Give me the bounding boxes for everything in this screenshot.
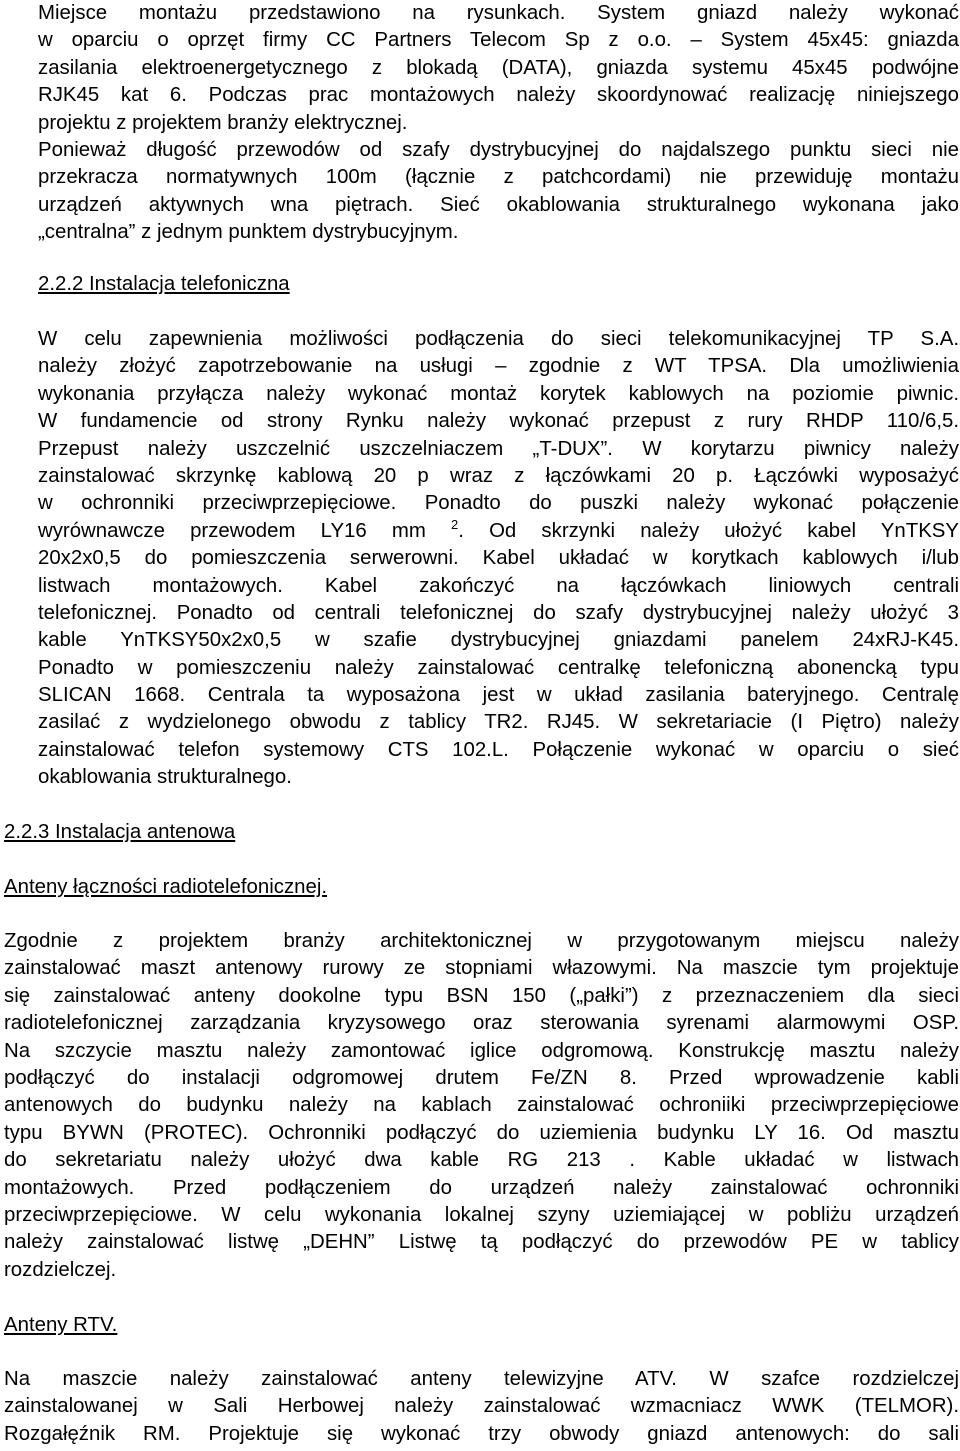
text-line: kable YnTKSY50x2x0,5 w szafie dystrybucyjnej gniazdami panelem 24xRJ-K45. [38,629,959,652]
paragraph-data-network [38,0,959,247]
text-line: W celu zapewnienia możliwości podłączenia do sieci telekomunikacyjnej TP S.A. [38,328,959,350]
text-line: Na szczycie masztu należy zamontować iglice odgromową. Konstrukcję masztu należy [4,1039,959,1062]
text-line: wykonania przyłącza należy wykonać montaż korytek kablowych na poziomie piwnic. [38,382,959,405]
text-line: zainstalowanej w Sali Herbowej należy zainstalować wzmacniacz WWK (TELMOR). [4,1395,959,1418]
text-line: RJK45 kat 6. Podczas prac montażowych należy skoordynować realizację niniejszego [38,84,959,107]
subheading-rtv-antennas: Anteny RTV. [4,1314,118,1336]
text-line: w ochronniki przeciwprzepięciowe. Ponadto do puszki należy wykonać połączenie [38,492,959,515]
text-line: zainstalować skrzynkę kablową 20 p wraz z łączówkami 20 p. Łączówki wyposażyć [38,464,959,487]
section-heading-antenna: 2.2.3 Instalacja antenowa [4,821,236,843]
text-line: się zainstalować anteny dookolne typu BSN 150 („pałki”) z przeznaczeniem dla sieci [4,984,959,1007]
text-line: 20x2x0,5 do pomieszczenia serwerowni. Kabel układać w korytkach kablowych i/lub [38,547,959,570]
text-line: Ponadto w pomieszczeniu należy zainstalować centralkę telefoniczną abonencką typu [38,656,959,679]
text-line: Zgodnie z projektem branży architektonicznej w przygotowanym miejscu należy [4,930,959,952]
text-line: montażowych. Przed podłączeniem do urządzeń należy zainstalować ochronniki [4,1176,959,1199]
text-line-with-superscript [38,518,959,545]
text-line: Przepust należy uszczelnić uszczelniaczem „T-DUX”. W korytarzu piwnicy należy [38,437,959,460]
text-line: przeciwprzepięciowe. W celu wykonania lokalnej szyny uziemiającej w pobliżu urządzeń [4,1203,959,1226]
text-line: SLICAN 1668. Centrala ta wyposażona jest w układ zasilania bateryjnego. Centralę [38,684,959,707]
text-segment: . Od skrzynki należy ułożyć kabel YnTKSY [458,519,959,542]
paragraph-telephone [38,326,959,792]
text-line: należy złożyć zapotrzebowanie na usługi – zgodnie z WT TPSA. Dla umożliwienia [38,355,959,378]
text-line: należy zainstalować listwę „DEHN” Listwę tą podłączyć do przewodów PE w tablicy [4,1231,959,1254]
text-line: do sekretariatu należy ułożyć dwa kable RG 213 . Kable układać w listwach [4,1149,959,1172]
text-line: telefonicznej. Ponadto od centrali telefonicznej do szafy dystrybucyjnej należy ułożyć 3 [38,601,959,624]
text-line: podłączyć do instalacji odgromowej drutem Fe/ZN 8. Przed wprowadzenie kabli [4,1066,959,1089]
text-line: radiotelefonicznej zarządzania kryzysowego oraz sterowania syrenami alarmowymi OSP. [4,1012,959,1035]
paragraph-rtv-antennas [4,1366,959,1448]
text-line: typu BYWN (PROTEC). Ochronniki podłączyć do uziemienia budynku LY 16. Od masztu [4,1121,959,1144]
text-line: W fundamencie od strony Rynku należy wykonać przepust z rury RHDP 110/6,5. [38,410,959,433]
text-line: zainstalować telefon systemowy CTS 102.L. Połączenie wykonać w oparciu o sieć [38,738,959,761]
text-line: Na maszcie należy zainstalować anteny telewizyjne ATV. W szafce rozdzielczej [4,1368,959,1390]
text-line: antenowych do budynku należy na kablach zainstalować ochroniiki przeciwprzepięciowe [4,1094,959,1117]
text-line: w oparciu o oprzęt firmy CC Partners Telecom Sp z o.o. – System 45x45: gniazda [38,29,959,52]
section-heading-telephone: 2.2.2 Instalacja telefoniczna [38,273,290,295]
text-line: listwach montażowych. Kabel zakończyć na łączówkach liniowych centrali [38,574,959,597]
superscript: 2 [451,516,459,532]
text-line: zasilać z wydzielonego obwodu z tablicy TR2. RJ45. W sekretariacie (I Piętro) należy [38,711,959,734]
text-segment: wyrównawcze przewodem LY16 mm [38,519,426,542]
paragraph-radio-antennas [4,928,959,1284]
text-line: rozdzielczej. [4,1258,117,1281]
text-line: urządzeń aktywnych wna piętrach. Sieć okablowania strukturalnego wykonana jako [38,193,959,216]
text-line: „centralna” z jednym punktem dystrybucyjnym. [38,221,459,244]
text-line: projektu z projektem branży elektrycznej. [38,111,408,134]
text-line: zainstalować maszt antenowy rurowy ze stopniami włazowymi. Na maszcie tym projektuje [4,957,959,980]
text-line: Rozgałęźnik RM. Projektuje się wykonać trzy obwody gniazd antenowych: do sali [4,1422,959,1445]
text-line: okablowania strukturalnego. [38,766,292,789]
text-line: Miejsce montażu przedstawiono na rysunkach. System gniazd należy wykonać [38,2,959,24]
text-line: Ponieważ długość przewodów od szafy dystrybucyjnej do najdalszego punktu sieci nie [38,138,959,161]
subheading-radio-antennas: Anteny łączności radiotelefonicznej. [4,876,328,898]
text-line: zasilania elektroenergetycznego z blokadą (DATA), gniazda systemu 45x45 podwójne [38,56,959,79]
text-line: przekracza normatywnych 100m (łącznie z patchcordami) nie przewiduję montażu [38,166,959,189]
